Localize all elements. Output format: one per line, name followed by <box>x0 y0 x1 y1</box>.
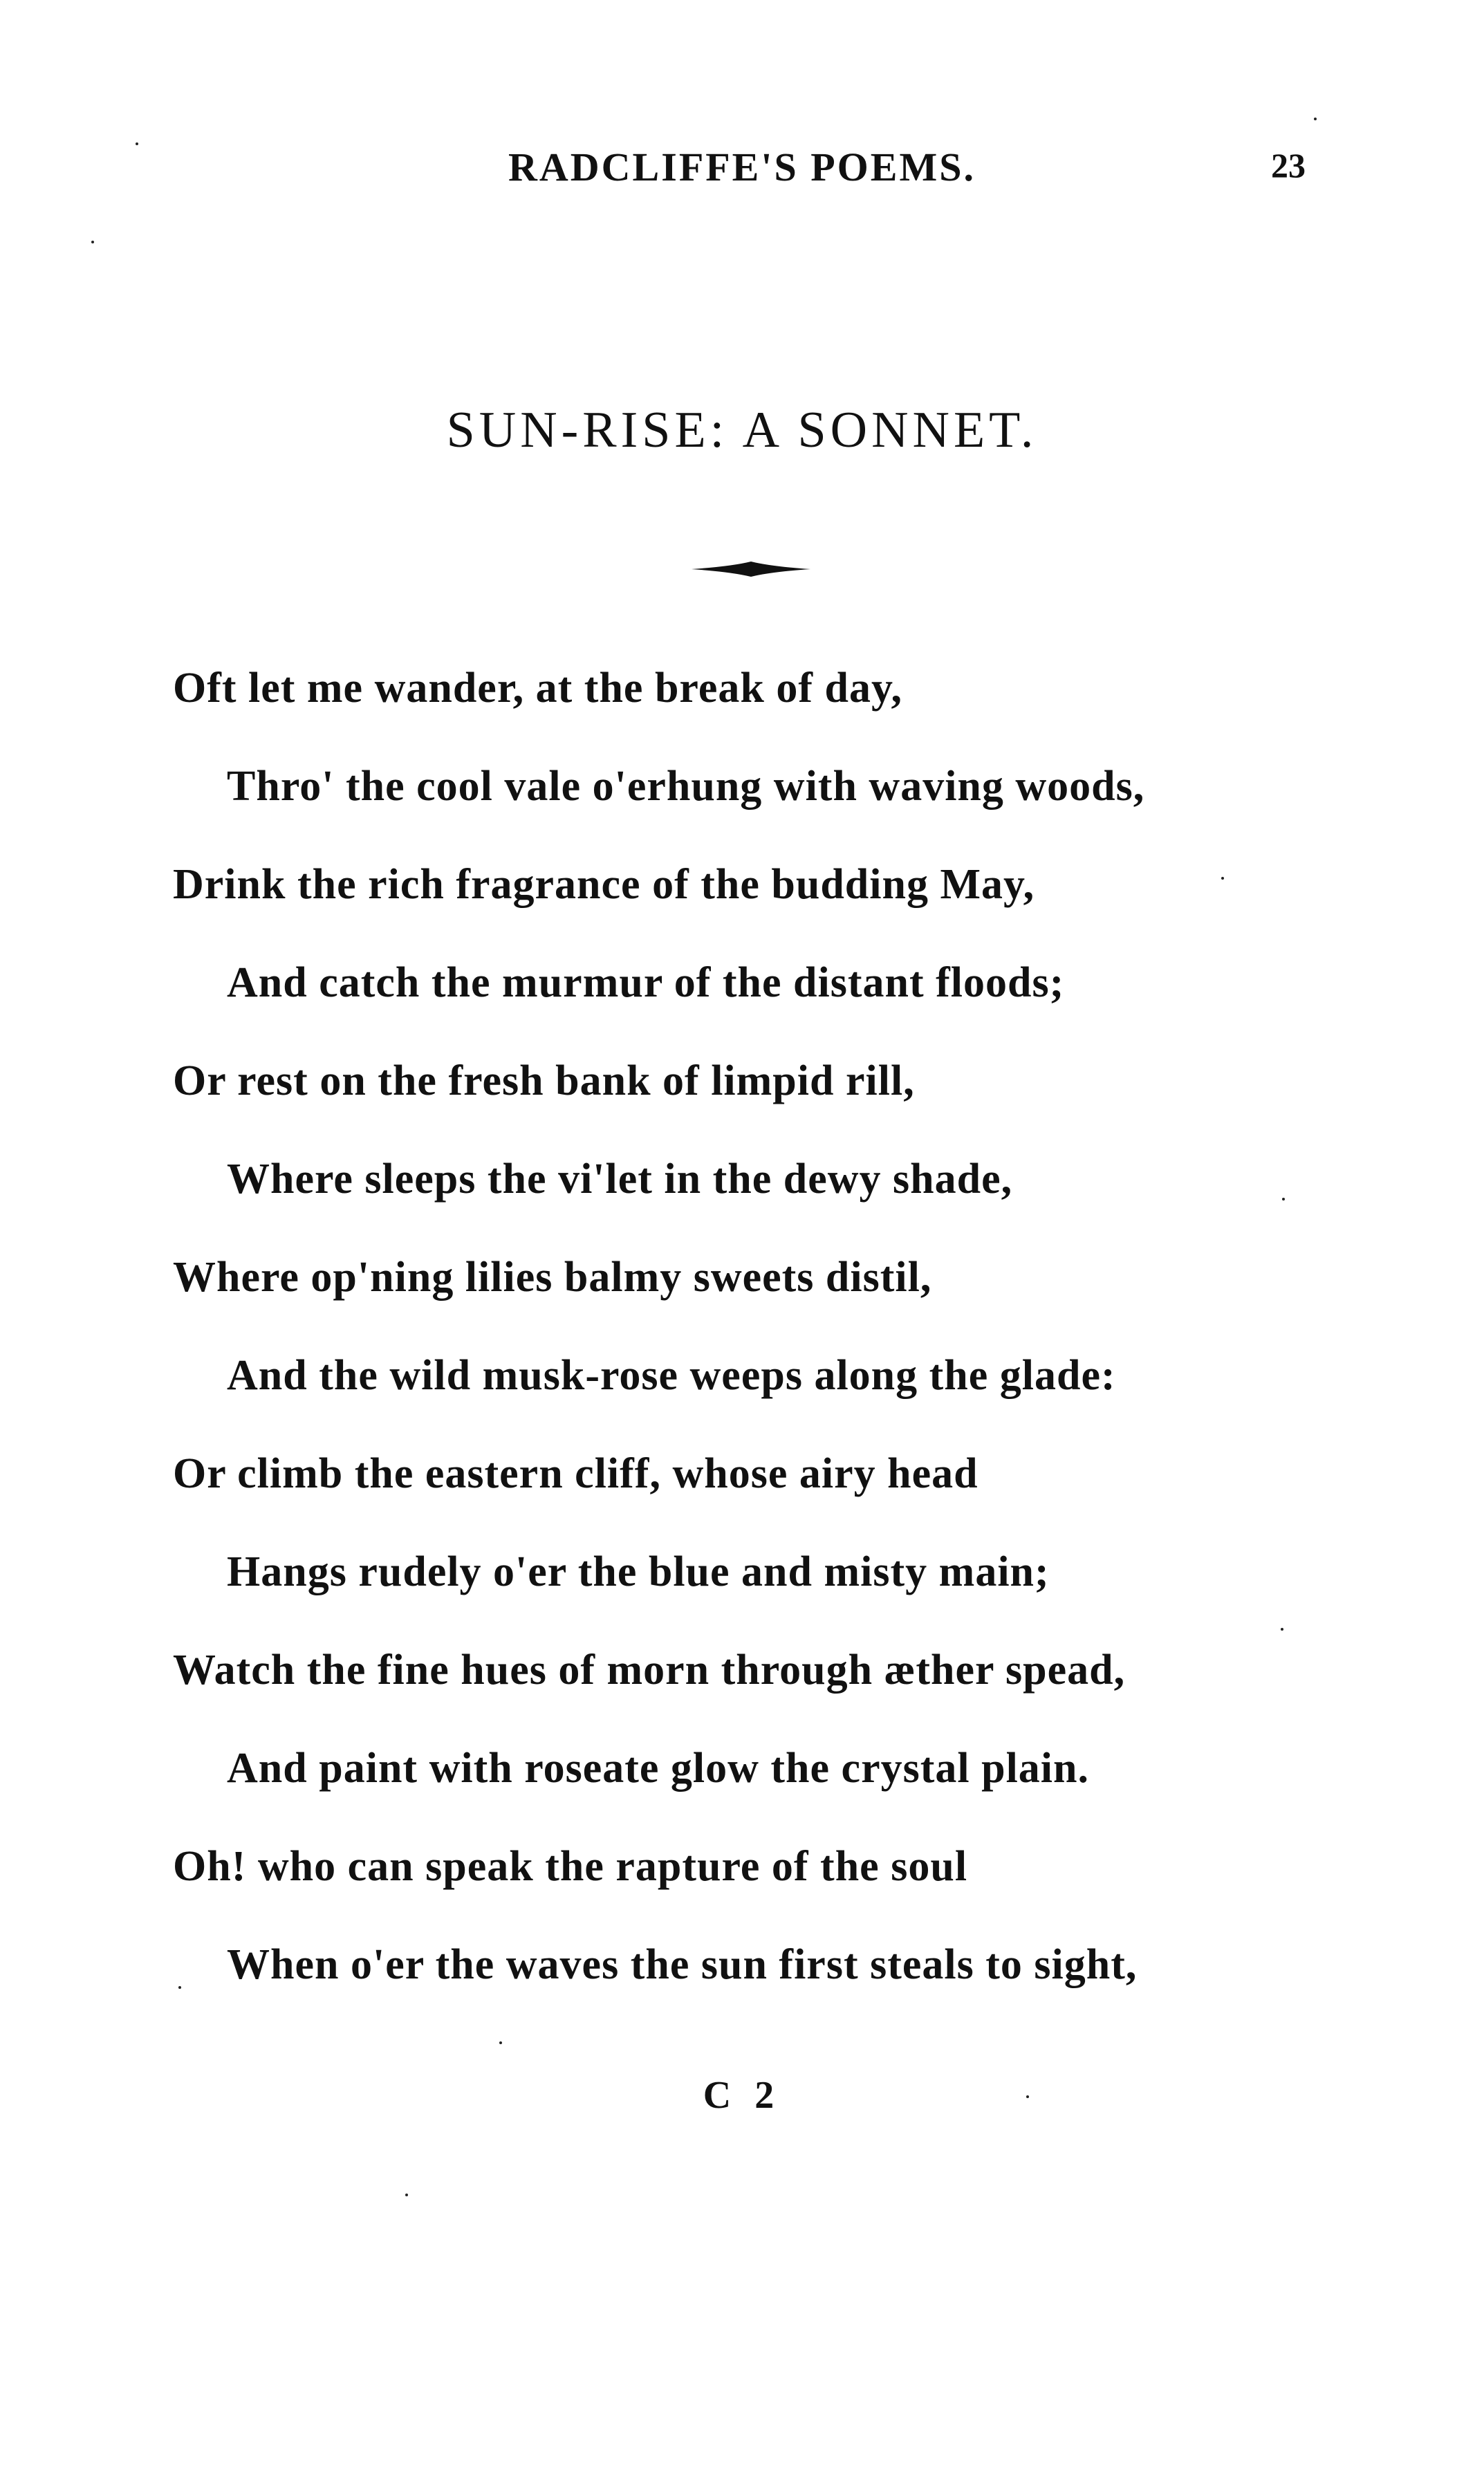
poem-line: Where op'ning lilies balmy sweets distil, <box>173 1254 932 1301</box>
poem-line: When o'er the waves the sun first steals to sight, <box>227 1941 1138 1988</box>
poem-line: Oh! who can speak the rapture of the soul <box>173 1843 968 1890</box>
print-speck <box>136 142 138 145</box>
poem-line: Drink the rich fragrance of the budding May, <box>173 861 1035 908</box>
print-speck <box>405 2194 408 2196</box>
print-speck <box>1314 118 1317 120</box>
poem-line: Or climb the eastern cliff, whose airy head <box>173 1450 978 1497</box>
poem-line: And catch the murmur of the distant floods; <box>227 959 1065 1006</box>
ornamental-rule-icon <box>690 559 812 583</box>
print-speck <box>1221 877 1224 880</box>
poem-line: Watch the fine hues of morn through æther spead, <box>173 1647 1126 1694</box>
print-speck <box>499 2041 502 2044</box>
signature-mark: C 2 <box>703 2074 781 2117</box>
print-speck <box>1282 1198 1285 1201</box>
poem-title: SUN-RISE: A SONNET. <box>446 402 1038 458</box>
poem-line: Or rest on the fresh bank of limpid rill, <box>173 1057 915 1104</box>
print-speck <box>1026 2095 1029 2098</box>
poem-line: Hangs rudely o'er the blue and misty main; <box>227 1548 1050 1595</box>
running-title: RADCLIFFE'S POEMS. <box>508 145 976 189</box>
poem-line: Thro' the cool vale o'erhung with waving woods, <box>227 763 1145 810</box>
print-speck <box>91 241 94 243</box>
page-number: 23 <box>1271 146 1306 185</box>
poem-line: Where sleeps the vi'let in the dewy shade, <box>227 1156 1013 1203</box>
print-speck <box>178 1986 181 1989</box>
print-speck <box>1281 1628 1283 1631</box>
poem-line: And the wild musk-rose weeps along the glade: <box>227 1352 1116 1399</box>
poem-line: Oft let me wander, at the break of day, <box>173 665 903 712</box>
poem-line: And paint with roseate glow the crystal plain. <box>227 1745 1090 1792</box>
